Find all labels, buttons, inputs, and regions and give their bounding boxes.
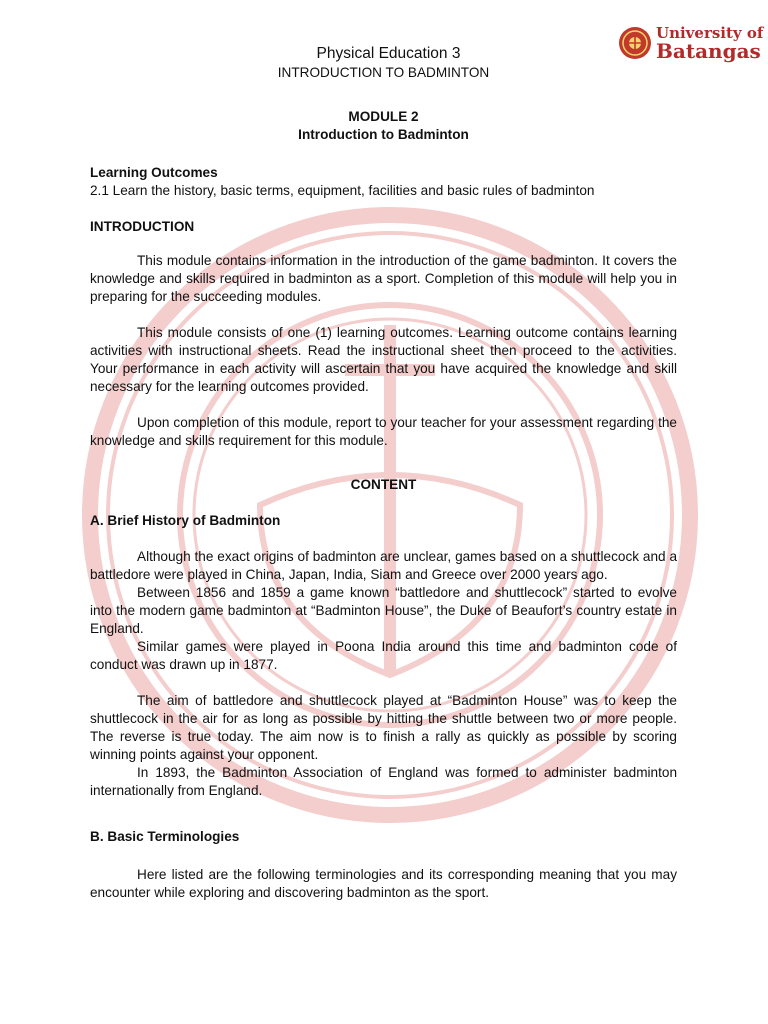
introduction-heading: INTRODUCTION [90, 219, 195, 234]
history-paragraph-2: Between 1856 and 1859 a game known “battledore and shuttlecock” started to evolve into the modern game badminton at “Badminton House”, the Duke of Beaufort’s country estate in England. [90, 585, 677, 636]
intro-paragraph-2: This module consists of one (1) learning outcomes. Learning outcome contains learning activities with instructional sheets. Read the instructional sheet then proceed to the activities. Your performance in each activity will ascertain that you have acquired the knowledge and skill necessary for the learning outcomes provided. [90, 325, 677, 394]
terminologies-heading: B. Basic Terminologies [90, 829, 240, 844]
learning-outcomes-heading: Learning Outcomes [90, 165, 218, 180]
logo-line-1: University of [656, 23, 764, 42]
history-paragraph-1: Although the exact origins of badminton are unclear, games based on a shuttlecock and a battledore were played in China, Japan, India, Siam and Greece over 2000 years ago. [90, 549, 677, 582]
document-subtitle: INTRODUCTION TO BADMINTON [277, 65, 490, 80]
history-heading: A. Brief History of Badminton [90, 513, 281, 528]
intro-paragraph-3: Upon completion of this module, report to your teacher for your assessment regarding the knowledge and skills requirement for this module. [90, 415, 677, 448]
intro-paragraph-1: This module contains information in the introduction of the game badminton. It covers the knowledge and skills required in badminton as a sport. Completion of this module will help you in preparing for the succeeding modules. [90, 253, 677, 304]
document-title: Physical Education 3 [316, 45, 461, 62]
history-paragraph-3: Similar games were played in Poona India around this time and badminton code of conduct was drawn up in 1877. [90, 639, 677, 672]
logo-line-2: Batangas [656, 38, 761, 63]
university-seal-icon [618, 26, 652, 60]
learning-outcome-item: 2.1 Learn the history, basic terms, equipment, facilities and basic rules of badminton [90, 183, 595, 198]
history-paragraph-4: The aim of battledore and shuttlecock played at “Badminton House” was to keep the shuttlecock in the air for as long as possible by hitting the shuttle between two or more people. The reverse is true today. The aim now is to finish a rally as quickly as possible by scoring winning points against your opponent. [90, 693, 677, 762]
terminologies-paragraph-1: Here listed are the following terminologies and its corresponding meaning that you may encounter while exploring and discovering badminton as the sport. [90, 867, 677, 900]
history-paragraph-5: In 1893, the Badminton Association of England was formed to administer badminton internationally from England. [90, 765, 677, 798]
content-heading: CONTENT [350, 477, 417, 492]
document-page [90, 44, 677, 902]
module-number: MODULE 2 [348, 109, 419, 124]
university-logo [618, 20, 764, 66]
module-title: Introduction to Badminton [298, 127, 469, 142]
